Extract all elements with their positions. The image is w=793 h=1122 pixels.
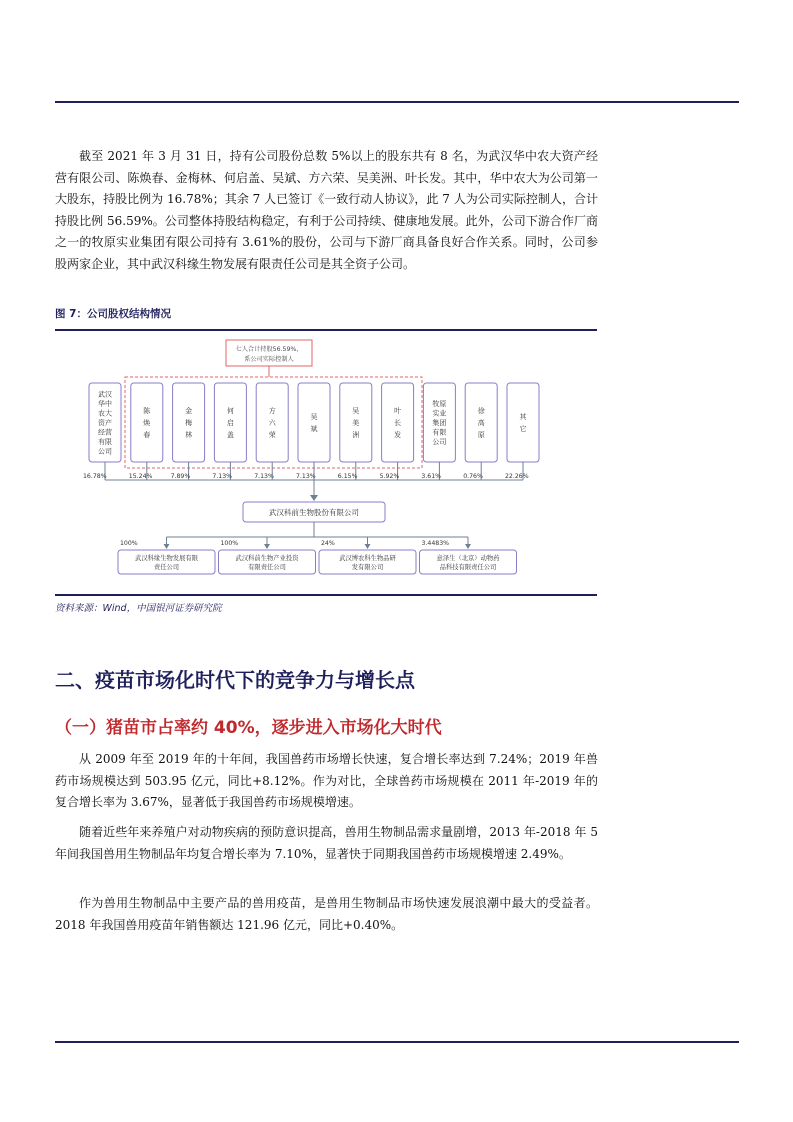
- shareholder-name: 何: [226, 407, 234, 415]
- figure-source: 资料来源：Wind，中国银河证券研究院: [55, 603, 222, 614]
- shareholder-name: 陈: [143, 407, 151, 415]
- shareholder-share: 5.92%: [379, 473, 400, 480]
- subsidiary-arrow: [465, 544, 471, 549]
- subsidiary-arrow: [164, 544, 170, 549]
- shareholder-name: 农大: [98, 409, 112, 418]
- shareholder-name: 金: [185, 407, 193, 415]
- paragraph-shareholders: 截至 2021 年 3 月 31 日，持有公司股份总数 5%以上的股东共有 8 名，为武汉华中农大资产经营有限公司、陈焕春、金梅林、何启盖、吴斌、方六荣、吴美洲、叶长发。其中，华中农大为公司第一大股东，持股比例为 16.78%；其余 7 人已签订《一致行动人协议》，此 7 人为公司实际控制人，合计持股比例 56.59%。公司整体持股结构稳定，有利于公司持续、健康地发展。此外，公司下游合作厂商之一的牧原实业集团有限公司持有 3.61%的股份，公司与下游厂商具备良好合作关系。同时，公司参股两家企业，其中武汉科缘生物发展有限责任公司是其全资子公司。: [55, 149, 598, 271]
- shareholder-name: 它: [519, 425, 527, 433]
- shareholder-name: 华中: [98, 400, 112, 408]
- subsidiary-name: 有限责任公司: [248, 564, 286, 571]
- subsidiary-name: 武汉科前生物产业投资: [235, 555, 299, 562]
- shareholder-name: 叶: [394, 407, 402, 415]
- shareholder-name: 资产: [98, 419, 112, 427]
- subsidiary-name: 责任公司: [153, 564, 180, 571]
- shareholder-share: 3.61%: [421, 473, 442, 480]
- subsidiary-share: 3.4483%: [421, 540, 450, 547]
- shareholder-name: 梅: [185, 419, 193, 427]
- shareholder-name: 林: [185, 431, 193, 439]
- shareholder-share: 7.13%: [254, 473, 274, 480]
- shareholder-name: 经营: [98, 428, 112, 437]
- shareholder-share: 0.76%: [463, 473, 483, 480]
- shareholder-name: 美: [352, 419, 360, 427]
- subsidiary-name: 武汉博农科生物品研: [339, 555, 396, 562]
- subsidiary-arrow: [365, 544, 371, 549]
- paragraph-market-growth: 从 2009 年至 2019 年的十年间，我国兽药市场增长快速，复合增长率达到 7.24%；2019 年兽药市场规模达到 503.95 亿元，同比+8.12%。作为对比，全球兽药市场规模在 2011 年-2019 年的复合增长率为 3.67%，显著低于我国兽药市场规模增速。: [55, 752, 598, 809]
- shareholder-name: 洲: [352, 431, 360, 439]
- section-heading: 二、疫苗市场化时代下的竞争力与增长点: [55, 668, 415, 692]
- shareholder-name: 原: [477, 431, 485, 439]
- shareholder-share: 7.13%: [212, 473, 233, 480]
- subsidiary-name: 意泽生（北京）动物药: [436, 555, 500, 562]
- subsidiary-arrow: [264, 544, 270, 549]
- shareholder-share: 7.13%: [296, 473, 316, 480]
- shareholder-name: 集团: [432, 419, 447, 427]
- shareholder-share: 16.78%: [83, 473, 107, 480]
- shareholder-share: 22.26%: [505, 473, 529, 480]
- shareholder-name: 实业: [432, 409, 447, 418]
- paragraph-bioproducts: 随着近些年来养殖户对动物疾病的预防意识提高，兽用生物制品需求量剧增，2013 年-2018 年 5 年间我国兽用生物制品年均复合增长率为 7.10%，显著快于同期我国兽药市场规模增速 2.49%。: [55, 825, 598, 861]
- shareholder-box: [507, 383, 539, 462]
- shareholder-name: 吴: [352, 407, 360, 415]
- shareholder-name: 启: [226, 419, 234, 427]
- shareholder-name: 牧原: [432, 400, 447, 408]
- shareholder-name: 高: [477, 419, 485, 427]
- shareholder-box: [298, 383, 330, 462]
- company-name: 武汉科前生物股份有限公司: [269, 508, 359, 517]
- equity-structure-chart: [55, 334, 597, 590]
- shareholder-name: 长: [394, 419, 402, 427]
- shareholder-name: 武汉: [98, 390, 112, 399]
- subsidiary-share: 24%: [321, 540, 335, 547]
- shareholder-name: 盖: [226, 431, 234, 439]
- shareholder-name: 徐: [477, 407, 485, 415]
- shareholder-share: 6.15%: [337, 473, 358, 480]
- shareholder-share: 15.24%: [128, 473, 153, 480]
- control-note-text: 七人合计持股56.59%，: [235, 346, 303, 353]
- top-rule: [55, 101, 739, 103]
- shareholder-share: 7.89%: [170, 473, 191, 480]
- shareholder-name: 吴: [310, 413, 318, 421]
- shareholder-name: 公司: [98, 447, 112, 456]
- shareholder-name: 其: [519, 413, 527, 421]
- shareholder-name: 荣: [268, 431, 276, 439]
- shareholder-name: 六: [268, 419, 276, 427]
- shareholder-name: 春: [143, 431, 151, 439]
- shareholder-name: 有限: [98, 438, 112, 446]
- bottom-rule: [55, 1041, 739, 1043]
- subsidiary-share: 100%: [220, 540, 239, 547]
- shareholder-name: 焕: [143, 419, 151, 427]
- figure-title: 图 7：公司股权结构情况: [55, 308, 171, 320]
- subsidiary-name: 品科技有限责任公司: [439, 564, 497, 571]
- figure-top-rule: [55, 329, 597, 331]
- subsidiary-name: 武汉科缘生物发展有限: [135, 555, 198, 562]
- paragraph-vaccines: 作为兽用生物制品中主要产品的兽用疫苗，是兽用生物制品市场快速发展浪潮中最大的受益者。2018 年我国兽用疫苗年销售额达 121.96 亿元，同比+0.40%。: [55, 896, 598, 932]
- shareholder-name: 发: [394, 431, 402, 439]
- control-note-text: 系公司实际控制人: [244, 356, 294, 363]
- shareholder-name: 有限: [432, 428, 447, 437]
- figure-bottom-rule: [55, 594, 597, 596]
- subsidiary-share: 100%: [120, 540, 138, 547]
- shareholder-name: 斌: [310, 425, 318, 433]
- company-arrow: [310, 495, 318, 501]
- shareholder-name: 方: [268, 407, 276, 415]
- subsection-heading: （一）猪苗市占率约 40%，逐步进入市场化大时代: [55, 718, 442, 738]
- shareholder-name: 公司: [432, 438, 447, 446]
- subsidiary-name: 发有限公司: [351, 564, 384, 571]
